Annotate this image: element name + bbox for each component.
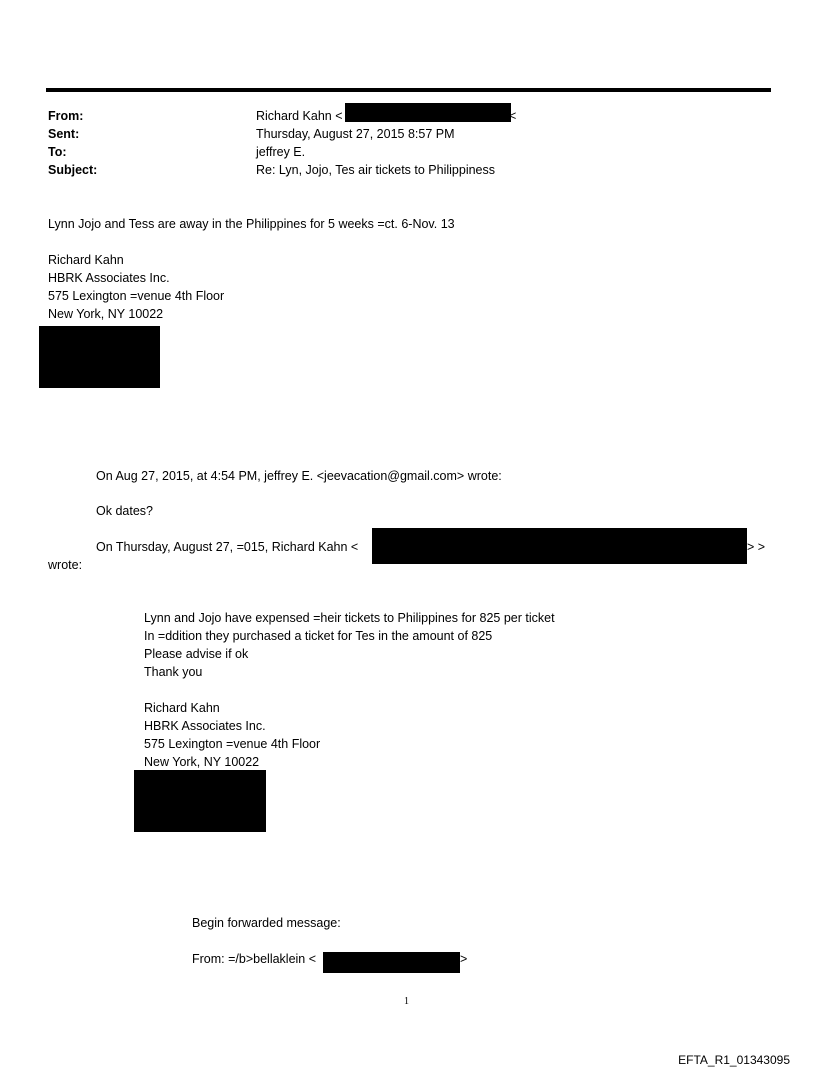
to-label: To: [48,145,67,159]
quote2-line-3: Please advise if ok [144,647,249,661]
quote2-signature-city: New York, NY 10022 [144,755,260,769]
footer-id: EFTA_R1_01343095 [678,1053,790,1067]
body-line-1: Lynn Jojo and Tess are away in the Philippines for 5 weeks =ct. 6-Nov. 13 [48,217,455,231]
forwarded-from-tail: > [460,952,468,966]
forwarded-title: Begin forwarded message: [192,916,341,930]
sent-value: Thursday, August 27, 2015 8:57 PM [256,127,455,141]
redaction-signature-2 [134,770,266,832]
subject-label: Subject: [48,163,98,177]
header-rule [46,88,771,92]
redaction-from-email [345,103,511,122]
quote2-signature-name: Richard Kahn [144,701,220,715]
quote1-intro2: On Thursday, August 27, =015, Richard Kahn < [96,540,359,554]
quote1-intro2-wrap: wrote: [48,558,83,572]
to-value: jeffrey E. [256,145,306,159]
redaction-quote-email [372,528,747,564]
signature-address: 575 Lexington =venue 4th Floor [48,289,225,303]
quote1-intro2-tail: > > [747,540,766,554]
subject-value: Re: Lyn, Jojo, Tes air tickets to Philippiness [256,163,496,177]
from-value: Richard Kahn < [256,109,343,123]
from-value-tail: < [509,109,517,123]
redaction-forwarded-email [323,952,460,973]
quote1-text: Ok dates? [96,504,153,518]
quote2-line-1: Lynn and Jojo have expensed =heir tickets to Philippines for 825 per ticket [144,611,555,625]
quote2-line-4: Thank you [144,665,203,679]
quote2-signature-address: 575 Lexington =venue 4th Floor [144,737,321,751]
quote2-line-2: In =ddition they purchased a ticket for Tes in the amount of 825 [144,629,493,643]
quote2-signature-company: HBRK Associates Inc. [144,719,266,733]
sent-label: Sent: [48,127,80,141]
signature-city: New York, NY 10022 [48,307,164,321]
page-number: 1 [404,996,409,1007]
redaction-signature-1 [39,326,160,388]
forwarded-from: From: =/b>bellaklein < [192,952,317,966]
signature-company: HBRK Associates Inc. [48,271,170,285]
from-label: From: [48,109,84,123]
signature-name: Richard Kahn [48,253,124,267]
quote1-intro: On Aug 27, 2015, at 4:54 PM, jeffrey E. <jeevacation@gmail.com> wrote: [96,469,502,483]
